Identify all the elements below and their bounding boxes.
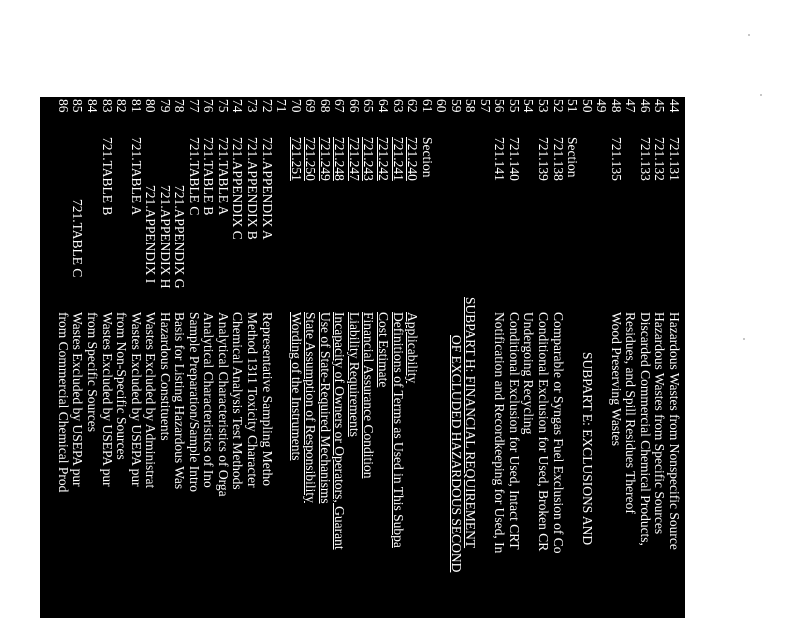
document-line [609, 97, 624, 618]
section-number: 721.133 [637, 137, 653, 181]
line-number: 84 [85, 99, 100, 113]
line-number: 76 [201, 99, 217, 113]
document-line [580, 97, 595, 618]
line-number: 77 [186, 99, 202, 113]
section-title: Wastes Excluded by USEPA pur [99, 312, 115, 487]
line-number: 72 [259, 99, 275, 113]
section-title: Wastes Excluded by USEPA pur [70, 312, 86, 487]
document-line [201, 97, 216, 618]
document-line [100, 97, 115, 618]
section-number: 721.243 [361, 137, 377, 181]
section-title: Applicability [405, 312, 421, 384]
document-line [85, 97, 100, 618]
document-line [522, 97, 537, 618]
document-line [536, 97, 551, 618]
section-number: Section [419, 137, 435, 178]
section-number: 721.APPENDIX G [172, 185, 188, 289]
section-title: Hazardous Wastes from Specific Sources [652, 312, 668, 535]
document-line [449, 97, 464, 618]
section-title: Financial Assurance Condition [361, 312, 377, 479]
section-number: 721.139 [536, 137, 552, 181]
section-number: 721.TABLE B [201, 137, 217, 216]
line-number: 54 [521, 99, 537, 113]
line-number: 53 [536, 99, 552, 113]
document-line [274, 97, 289, 618]
section-number: 721.TABLE B [99, 137, 115, 216]
line-number: 55 [506, 99, 522, 113]
line-number: 59 [448, 99, 464, 113]
line-number: 73 [245, 99, 261, 113]
section-title: from Non-Specific Sources [114, 312, 130, 460]
document-line [245, 97, 260, 618]
section-title: Wastes Excluded by Administrat [143, 312, 159, 489]
section-title: Hazardous Wastes from Nonspecific Source [667, 312, 682, 550]
document-line [463, 97, 478, 618]
section-number: 721.135 [608, 137, 624, 181]
section-number: 721.TABLE C [186, 137, 202, 216]
document-line [391, 97, 406, 618]
line-number: 71 [274, 99, 290, 113]
section-number: 721.251 [288, 137, 304, 181]
scan-speck [743, 338, 745, 340]
line-number: 86 [55, 99, 71, 113]
document-line [420, 97, 435, 618]
line-number: 62 [405, 99, 421, 113]
line-number: 44 [667, 99, 682, 113]
line-number: 58 [463, 99, 479, 113]
line-number: 81 [128, 99, 144, 113]
line-number: 79 [157, 99, 173, 113]
section-title: Discarded Commercial Chemical Products, [637, 312, 653, 546]
section-number: 721.141 [492, 137, 508, 181]
document-line [303, 97, 318, 618]
section-title: Hazardous Constituents [157, 312, 173, 441]
section-number: 721.131 [667, 137, 682, 181]
line-number: 52 [550, 99, 566, 113]
line-number: 69 [303, 99, 319, 113]
section-number: 721.TABLE C [70, 199, 86, 278]
line-number: 78 [172, 99, 188, 113]
line-number: 82 [114, 99, 130, 113]
line-number: 83 [99, 99, 115, 113]
section-number: 721.TABLE A [215, 137, 231, 216]
section-title: Method 1311 Toxicity Character [245, 312, 261, 488]
line-number: 49 [594, 99, 610, 113]
document-line [114, 97, 129, 618]
document-line [347, 97, 362, 618]
line-number: 51 [565, 99, 581, 113]
line-number: 61 [419, 99, 435, 113]
document-line [551, 97, 566, 618]
line-number: 68 [317, 99, 333, 113]
document-line [478, 97, 493, 618]
section-title: Residues, and Spill Residues Thereof [623, 312, 639, 514]
section-number: 721.132 [652, 137, 668, 181]
document-line [638, 97, 653, 618]
document-line [565, 97, 580, 618]
document-line [361, 97, 376, 618]
section-number: 721.240 [405, 137, 421, 181]
document-line [70, 97, 85, 618]
section-title: Representative Sampling Metho [259, 312, 275, 486]
line-number: 70 [288, 99, 304, 113]
line-number: 47 [623, 99, 639, 113]
document-line [507, 97, 522, 618]
document-line [231, 97, 246, 618]
section-number: 721.APPENDIX I [143, 185, 159, 284]
line-number: 75 [215, 99, 231, 113]
line-number: 48 [608, 99, 624, 113]
section-title: Wording of the Instruments [288, 312, 304, 461]
line-number: 50 [579, 99, 595, 113]
section-title: State Assumption of Responsibility [303, 312, 319, 503]
document-line [129, 97, 144, 618]
section-title: Use of State-Required Mechanisms [317, 312, 333, 504]
line-number: 63 [390, 99, 406, 113]
scan-speck [760, 94, 762, 96]
section-title: Notification and Recordkeeping for Used, In [492, 312, 508, 554]
line-number: 65 [361, 99, 377, 113]
section-title: Basis for Listing Hazardous Was [172, 312, 188, 490]
line-number: 56 [492, 99, 508, 113]
section-title: Analytical Characteristics of Ino [201, 312, 217, 488]
section-title: Definitions of Terms as Used in This Subpa [390, 312, 406, 548]
scanned-page-panel [40, 97, 685, 618]
line-number: 57 [477, 99, 493, 113]
document-line [667, 97, 682, 618]
section-title: Undergoing Recycling [521, 312, 537, 435]
document-line [594, 97, 609, 618]
section-number: 721.APPENDIX H [157, 185, 173, 289]
line-number: 64 [376, 99, 391, 113]
section-number: 721.APPENDIX B [245, 137, 261, 240]
section-title: Comparable or Syngas Fuel Exclusion of Co [550, 312, 566, 554]
section-title: Sample Preparation/Sample Intro [186, 312, 202, 492]
section-title: Wastes Excluded by USEPA pur [128, 312, 144, 487]
document-line [187, 97, 202, 618]
section-number: 721.138 [550, 137, 566, 181]
section-number: 721.250 [303, 137, 319, 181]
section-title: SUBPART H: FINANCIAL REQUIREMENT [463, 297, 479, 549]
section-number: 721.TABLE A [128, 137, 144, 216]
document-line [289, 97, 304, 618]
document-line [143, 97, 158, 618]
section-number: 721.247 [346, 137, 362, 181]
line-number: 45 [652, 99, 668, 113]
section-title: OF EXCLUDED HAZARDOUS SECOND [448, 335, 464, 573]
section-title: Wood Preserving Wastes [608, 312, 624, 447]
section-title: Analytical Characteristics of Orga [215, 312, 231, 497]
section-title: from Commercial Chemical Prod [55, 312, 71, 493]
document-line [332, 97, 347, 618]
line-number: 66 [346, 99, 362, 113]
line-number: 46 [637, 99, 653, 113]
section-number: 721.APPENDIX A [259, 137, 275, 240]
line-number: 60 [434, 99, 450, 113]
line-number: 67 [332, 99, 348, 113]
document-line [318, 97, 333, 618]
document-line [216, 97, 231, 618]
section-number: 721.248 [332, 137, 348, 181]
section-title: Chemical Analysis Test Methods [230, 312, 246, 490]
section-title: from Specific Sources [85, 312, 100, 432]
line-number: 85 [70, 99, 86, 113]
document-line [56, 97, 71, 618]
section-title: Conditional Exclusion for Used, Broken CR [536, 312, 552, 552]
section-number: 721.249 [317, 137, 333, 181]
section-number: 721.241 [390, 137, 406, 181]
section-title: SUBPART E: EXCLUSIONS AND [579, 352, 595, 546]
document-line [158, 97, 173, 618]
rotated-document-page [40, 97, 685, 618]
line-number: 74 [230, 99, 246, 113]
document-line [623, 97, 638, 618]
document-line [434, 97, 449, 618]
section-title: Liability Requirements [346, 312, 362, 437]
document-line [652, 97, 667, 618]
section-number: Section [565, 137, 581, 178]
section-title: Conditional Exclusion for Used, Intact CRT [506, 312, 522, 550]
section-title: Incapacity of Owners or Operators, Guarant [332, 312, 348, 550]
scan-speck [748, 34, 750, 36]
document-line [405, 97, 420, 618]
line-number: 80 [143, 99, 159, 113]
document-line [376, 97, 391, 618]
section-number: 721.242 [376, 137, 391, 181]
document-line [172, 97, 187, 618]
section-title: Cost Estimate [376, 312, 391, 388]
section-number: 721.140 [506, 137, 522, 181]
document-line [492, 97, 507, 618]
document-line [260, 97, 275, 618]
section-number: 721.APPENDIX C [230, 137, 246, 240]
